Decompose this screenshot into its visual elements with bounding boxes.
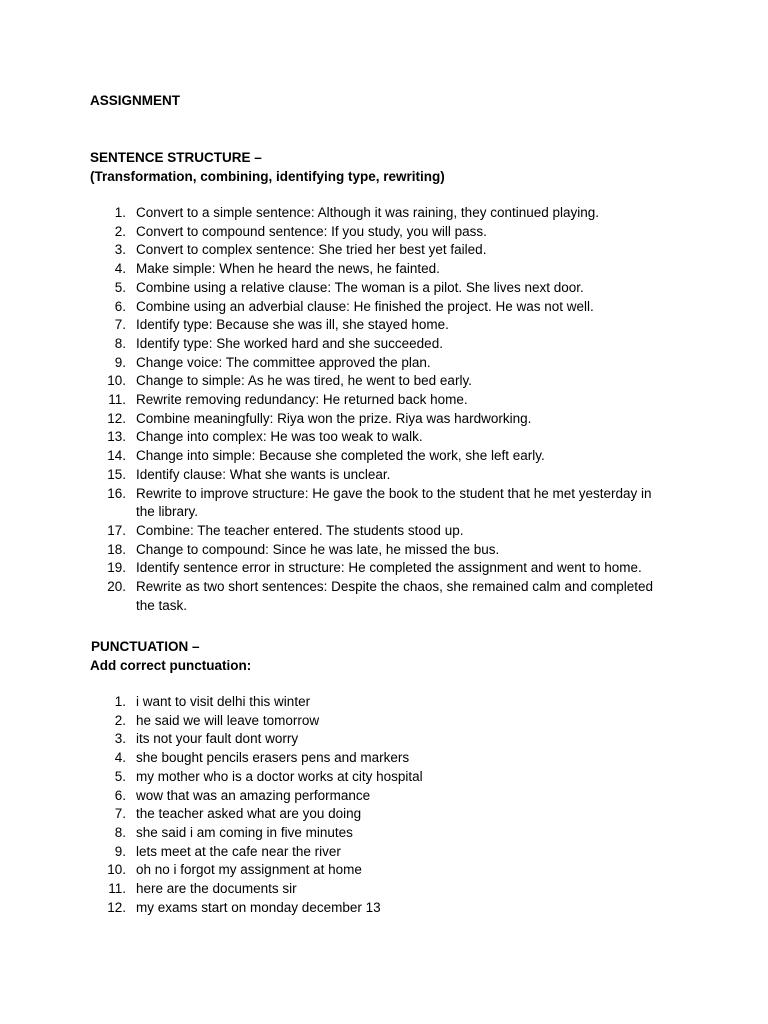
item-text: he said we will leave tomorrow (136, 712, 320, 728)
item-text: she bought pencils erasers pens and markers (136, 750, 410, 766)
item-number: 12. (107, 410, 126, 426)
item-number: 5. (114, 768, 126, 784)
list-item (0, 541, 664, 560)
item-text: here are the documents sir (136, 881, 297, 897)
item-text: Rewrite removing redundancy: He returned back home. (136, 392, 468, 408)
section-heading-punctuation: PUNCTUATION – (91, 639, 200, 654)
item-text: wow that was an amazing performance (136, 787, 371, 803)
item-text: my exams start on monday december 13 (136, 899, 381, 915)
item-number: 4. (114, 261, 126, 277)
item-text: Combine: The teacher entered. The students stood up. (136, 522, 464, 538)
item-text: Rewrite to improve structure: He gave the book to the student that he met yesterday in the library. (136, 485, 652, 520)
item-number: 18. (107, 541, 126, 557)
item-text: Change voice: The committee approved the plan. (136, 354, 431, 370)
punctuation-list (0, 693, 664, 917)
item-number: 1. (114, 694, 126, 709)
list-item (0, 298, 664, 317)
item-number: 7. (114, 806, 126, 822)
list-item (0, 391, 664, 410)
item-number: 8. (114, 335, 126, 351)
list-item (0, 372, 664, 391)
item-number: 15. (107, 466, 126, 482)
sentence-structure-list (0, 204, 664, 615)
item-text: Identify sentence error in structure: He completed the assignment and went to home. (136, 560, 642, 576)
list-item (0, 749, 664, 768)
item-number: 10. (107, 373, 126, 389)
list-item (0, 712, 664, 731)
item-number: 9. (114, 354, 126, 370)
item-text: Convert to complex sentence: She tried her best yet failed. (136, 242, 487, 258)
item-number: 10. (107, 862, 126, 878)
assignment-title: ASSIGNMENT (90, 93, 181, 108)
item-text: Change into simple: Because she completed the work, she left early. (136, 448, 545, 464)
list-item (0, 410, 664, 429)
item-text: Combine using a relative clause: The woman is a pilot. She lives next door. (136, 279, 584, 295)
list-item (0, 522, 664, 541)
item-text: lets meet at the cafe near the river (136, 843, 341, 859)
list-item (0, 241, 664, 260)
list-item (0, 428, 664, 447)
item-number: 4. (114, 750, 126, 766)
item-text: Combine using an adverbial clause: He finished the project. He was not well. (136, 298, 594, 314)
item-text: Identify clause: What she wants is unclear. (136, 466, 391, 482)
item-text: Change into complex: He was too weak to walk. (136, 429, 423, 445)
item-text: Convert to a simple sentence: Although it was raining, they continued playing. (136, 205, 600, 220)
list-item (0, 316, 664, 335)
list-item (0, 824, 664, 843)
list-item (0, 730, 664, 749)
item-number: 7. (114, 317, 126, 333)
list-item (0, 805, 664, 824)
item-number: 13. (107, 429, 126, 445)
item-number: 2. (114, 712, 126, 728)
item-text: Identify type: Because she was ill, she stayed home. (136, 317, 449, 333)
item-number: 20. (107, 579, 126, 595)
item-number: 6. (114, 298, 126, 314)
item-number: 8. (114, 824, 126, 840)
list-item (0, 899, 664, 918)
list-item (0, 260, 664, 279)
item-number: 1. (114, 205, 126, 220)
item-text: oh no i forgot my assignment at home (136, 862, 362, 878)
item-number: 11. (108, 392, 126, 408)
item-number: 9. (114, 843, 126, 859)
item-text: Make simple: When he heard the news, he fainted. (136, 261, 440, 277)
item-number: 3. (114, 731, 126, 747)
list-item (0, 447, 664, 466)
list-item (0, 787, 664, 806)
item-number: 6. (114, 787, 126, 803)
list-item (0, 843, 664, 862)
item-text: Identify type: She worked hard and she succeeded. (136, 335, 443, 351)
item-number: 3. (114, 242, 126, 258)
item-text: Combine meaningfully: Riya won the prize. Riya was hardworking. (136, 410, 532, 426)
list-item (0, 578, 664, 615)
item-text: Change to simple: As he was tired, he went to bed early. (136, 373, 472, 389)
list-item (0, 559, 664, 578)
item-text: Convert to compound sentence: If you study, you will pass. (136, 223, 487, 239)
list-item (0, 768, 664, 787)
section-subheading-sentence-structure: (Transformation, combining, identifying type, rewriting) (90, 169, 445, 184)
list-item (0, 693, 664, 712)
list-item (0, 335, 664, 354)
item-number: 2. (114, 223, 126, 239)
list-item (0, 880, 664, 899)
item-number: 12. (107, 899, 126, 915)
item-number: 19. (107, 560, 126, 576)
list-item (0, 466, 664, 485)
item-number: 16. (107, 485, 126, 501)
section-heading-sentence-structure: SENTENCE STRUCTURE – (90, 150, 262, 165)
list-item (0, 223, 664, 242)
list-item (0, 279, 664, 298)
item-text: i want to visit delhi this winter (136, 694, 311, 709)
list-item (0, 861, 664, 880)
list-item (0, 204, 664, 223)
item-number: 5. (114, 279, 126, 295)
item-text: the teacher asked what are you doing (136, 806, 362, 822)
item-text: its not your fault dont worry (136, 731, 299, 747)
item-number: 17. (107, 522, 126, 538)
section-subheading-punctuation: Add correct punctuation: (90, 658, 252, 673)
item-number: 14. (107, 448, 126, 464)
item-text: she said i am coming in five minutes (136, 824, 353, 840)
list-item (0, 354, 664, 373)
item-text: Change to compound: Since he was late, he missed the bus. (136, 541, 500, 557)
list-item (0, 485, 664, 522)
item-number: 11. (108, 881, 126, 897)
item-text: Rewrite as two short sentences: Despite the chaos, she remained calm and completed the task. (136, 579, 654, 613)
item-text: my mother who is a doctor works at city hospital (136, 768, 423, 784)
